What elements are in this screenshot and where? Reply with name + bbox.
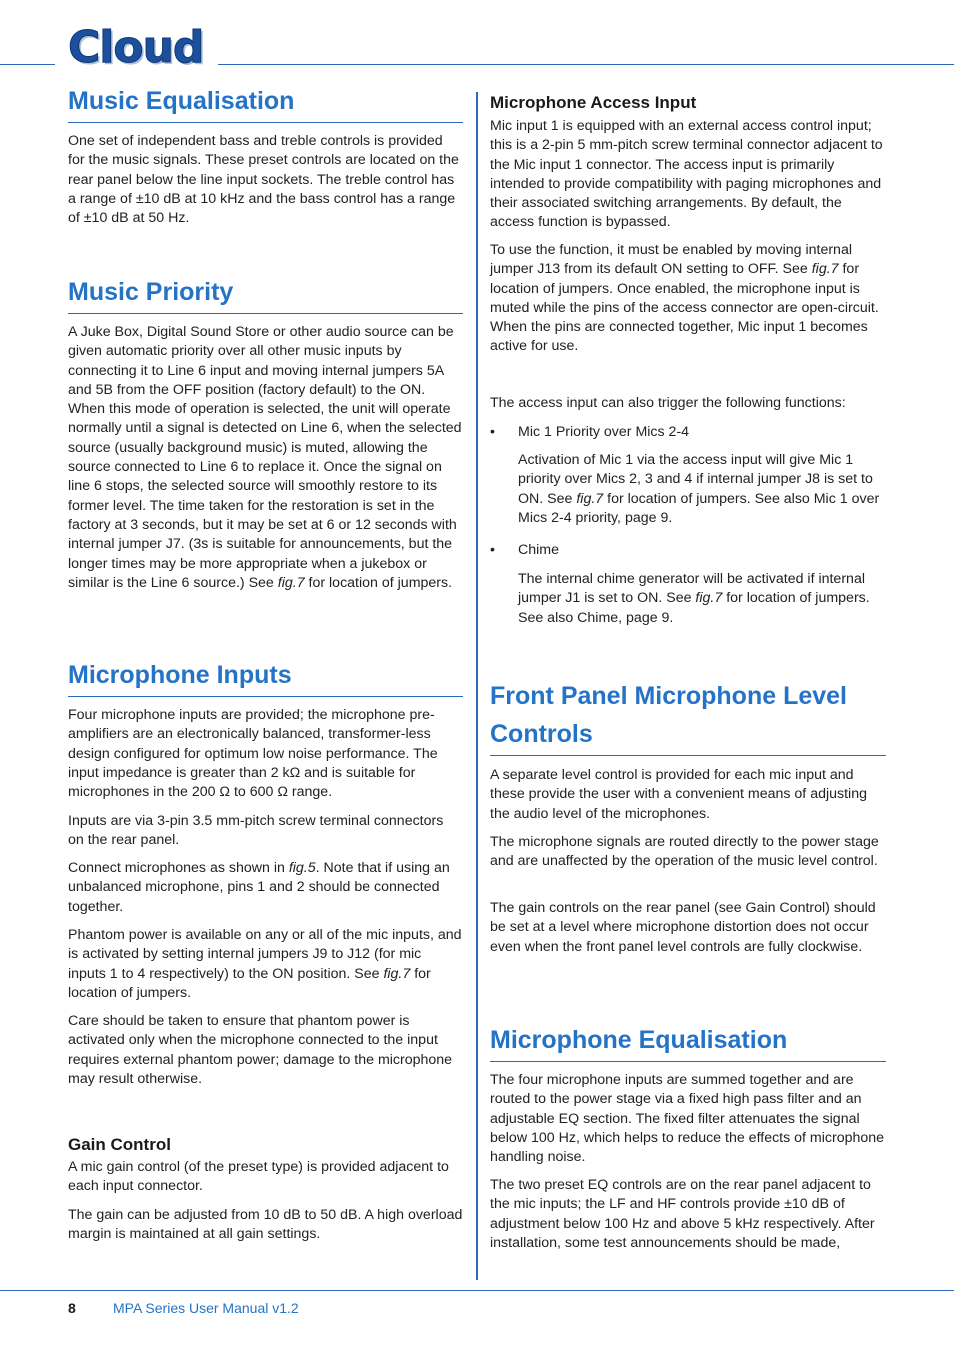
paragraph: To use the function, it must be enabled by moving internal jumper J13 from its default ON setting to OFF. See fig.7 for location of jumpers. Once enabled, the microphone input is muted while the pins of the access connector are open-circuit. When the pins are connected together, Mic input 1 becomes active for use.	[490, 242, 879, 355]
paragraph: The microphone signals are routed directly to the power stage and are unaffected by the operation of the music level control.	[490, 834, 879, 870]
page-number: 8	[68, 1300, 76, 1316]
paragraph: A mic gain control (of the preset type) is provided adjacent to each input connector.	[68, 1159, 449, 1195]
paragraph: Care should be taken to ensure that phantom power is activated only when the microphone connected to the input requires external phantom power; damage to the microphone may result otherwise.	[68, 1013, 453, 1087]
paragraph: The access input can also trigger the following functions:	[490, 395, 846, 411]
document-title: MPA Series User Manual v1.2	[113, 1300, 299, 1316]
cloud-logo: Cloud	[68, 22, 204, 73]
heading-microphone-access-input: Microphone Access Input	[490, 93, 697, 112]
bullet-marker: •	[490, 424, 495, 440]
paragraph: A separate level control is provided for each mic input and these provide the user with a convenient means of adjusting the audio level of the microphones.	[490, 767, 867, 822]
bullet-item-title: Chime	[518, 542, 559, 558]
heading-microphone-equalisation: Microphone Equalisation	[490, 1021, 886, 1062]
bullet-item-body: Activation of Mic 1 via the access input will give Mic 1 priority over Mics 2, 3 and 4 if internal jumper J8 is set to ON. See fig.7 for location of jumpers. See also Mic 1 over Mics 2-4 priority, page 9.	[518, 452, 880, 526]
bullet-item-title: Mic 1 Priority over Mics 2-4	[518, 424, 690, 440]
paragraph: Four microphone inputs are provided; the microphone pre-amplifiers are an electronically balanced, transformer-less design configured for optimum low noise performance. The input impedance is greater than 2 kΩ and is suitable for microphones in the 200 Ω to 600 Ω range.	[68, 707, 438, 801]
header-rule	[0, 64, 55, 65]
paragraph: Inputs are via 3-pin 3.5 mm-pitch screw terminal connectors on the rear panel.	[68, 813, 444, 849]
paragraph: The four microphone inputs are summed together and are routed to the power stage via a fixed high pass filter and an adjustable EQ section. The fixed filter attenuates the signal below 100 Hz, which helps to reduce the effects of microphone handling noise.	[490, 1072, 885, 1166]
heading-gain-control: Gain Control	[68, 1135, 171, 1154]
paragraph: A Juke Box, Digital Sound Store or other audio source can be given automatic priority over all other music inputs by connecting it to Line 6 input and moving internal jumpers 5A and 5B from the OFF position (factory default) to the ON. When this mode of operation is selected, the unit will operate normally until a signal is detected on Line 6, when the selected source (usually background music) is muted, allowing the source connected to Line 6 to replace it. Once the signal on line 6 stops, the selected source will smoothly restore to its former level. The time taken for the restoration is set in the factory at 3 seconds, but it may be set at 6 or 12 seconds with internal jumper J7. (3s is suitable for announcements, but the longer times may be more appropriate when a jukebox or similar is the Line 6 source.) See fig.7 for location of jumpers.	[68, 324, 462, 591]
paragraph: One set of independent bass and treble controls is provided for the music signals. These preset controls are located on the rear panel below the line input sockets. The treble control has a range of ±10 dB at 10 kHz and the bass control has a range of ±10 dB at 50 Hz.	[68, 133, 459, 227]
column-divider	[476, 92, 478, 1280]
heading-music-priority: Music Priority	[68, 273, 463, 314]
paragraph: The two preset EQ controls are on the rear panel adjacent to the mic inputs; the LF and HF controls provide ±10 dB of adjustment below 100 Hz and above 5 kHz respectively. After installation, some test announcements should be made,	[490, 1177, 875, 1251]
header-rule	[218, 64, 954, 65]
heading-microphone-inputs: Microphone Inputs	[68, 656, 463, 697]
paragraph: Phantom power is available on any or all of the mic inputs, and is activated by setting internal jumpers J9 to J12 (for mic inputs 1 to 4 respectively) to the ON position. See fig.7 for location of jumpers.	[68, 927, 462, 1001]
paragraph: Mic input 1 is equipped with an external access control input; this is a 2-pin 5 mm-pitch screw terminal connector adjacent to the Mic input 1 connector. The access input is primarily intended to provide compatibility with paging microphones and their associated switching arrangements. By default, the access function is bypassed.	[490, 118, 883, 231]
bullet-marker: •	[490, 542, 495, 558]
footer-rule	[0, 1290, 954, 1291]
heading-music-equalisation: Music Equalisation	[68, 82, 463, 123]
bullet-item-body: The internal chime generator will be activated if internal jumper J1 is set to ON. See fig.7 for location of jumpers. See also Chime, page 9.	[518, 571, 870, 626]
heading-front-panel-microphone-level-controls: Front Panel Microphone Level Controls	[490, 677, 886, 756]
paragraph: The gain controls on the rear panel (see Gain Control) should be set at a level where microphone distortion does not occur even when the front panel level controls are fully clockwise.	[490, 900, 876, 955]
paragraph: Connect microphones as shown in fig.5. Note that if using an unbalanced microphone, pins 1 and 2 should be connected together.	[68, 860, 450, 915]
paragraph: The gain can be adjusted from 10 dB to 50 dB. A high overload margin is maintained at all gain settings.	[68, 1207, 463, 1243]
